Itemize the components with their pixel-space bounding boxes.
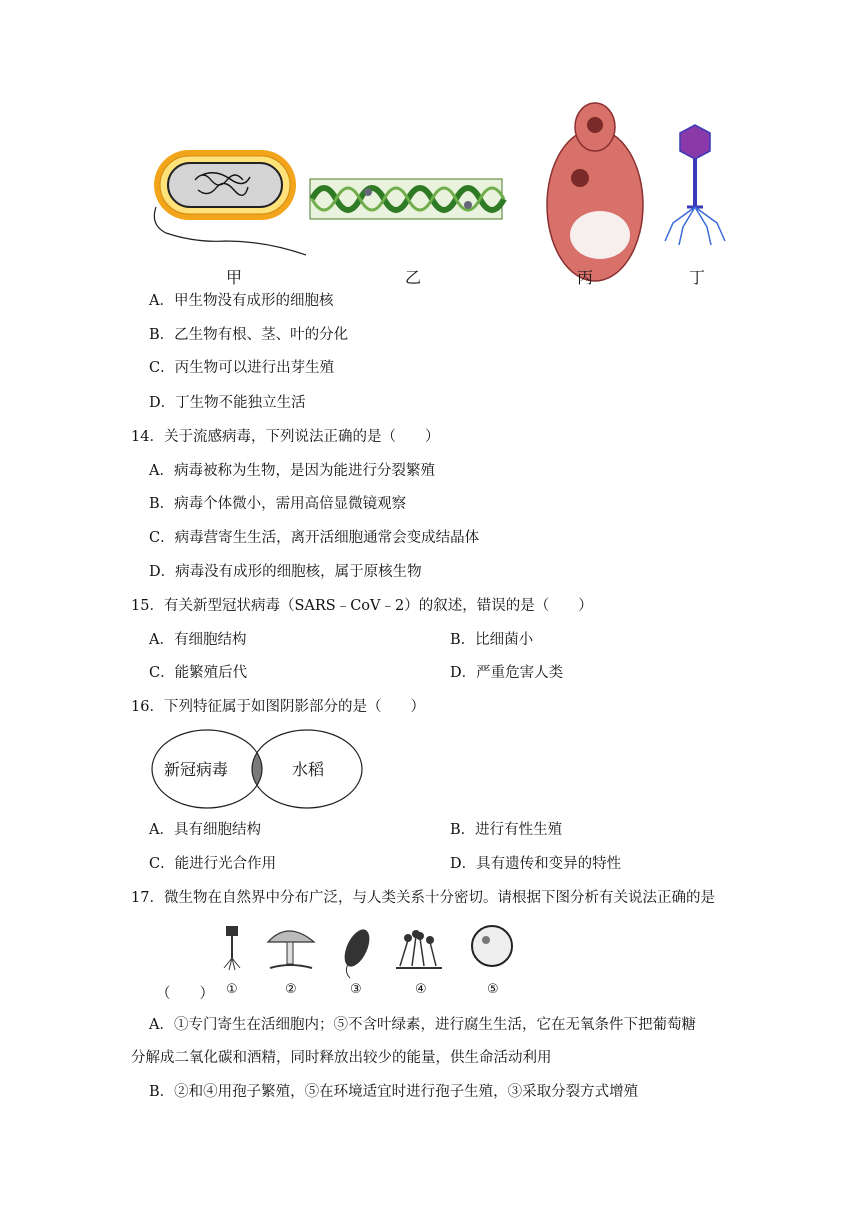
figure-13	[140, 95, 760, 290]
spirogyra-yi-icon	[310, 179, 504, 219]
yeast-bing-icon	[547, 103, 643, 281]
q15-option-d: D．严重危害人类	[450, 665, 564, 681]
q16-option-d: D．具有遗传和变异的特性	[450, 856, 622, 872]
q15-option-c: C．能繁殖后代	[149, 665, 248, 681]
q16-stem: 16．下列特征属于如图阴影部分的是（ ）	[131, 699, 425, 715]
q13-option-a: A．甲生物没有成形的细胞核	[149, 293, 334, 309]
q13-option-c: C．丙生物可以进行出芽生殖	[149, 360, 335, 376]
q14-option-c: C．病毒营寄生生活，离开活细胞通常会变成结晶体	[149, 530, 480, 546]
q17-option-a-line2: 分解成二氧化碳和酒精，同时释放出较少的能量，供生命活动利用	[131, 1050, 552, 1066]
q17-stem: 17．微生物在自然界中分布广泛，与人类关系十分密切。请根据下图分析有关说法正确的是	[131, 890, 715, 906]
yeast-icon	[472, 926, 512, 966]
q14-stem: 14．关于流感病毒，下列说法正确的是（ ）	[131, 429, 440, 445]
q15-stem: 15．有关新型冠状病毒（SARS﹣CoV﹣2）的叙述，错误的是（ ）	[131, 598, 593, 614]
q13-option-b: B．乙生物有根、茎、叶的分化	[149, 327, 349, 343]
microbe-illustrations	[210, 920, 520, 982]
venn-label-rice: 水稻	[292, 760, 325, 779]
q16-option-c: C．能进行光合作用	[149, 856, 277, 872]
venn-label-virus: 新冠病毒	[164, 760, 229, 779]
phage-ding-icon	[665, 125, 725, 245]
q17-answer-paren: （ ）	[156, 986, 214, 1002]
organism-illustrations	[140, 95, 760, 290]
phage-icon	[224, 926, 240, 970]
q14-option-d: D．病毒没有成形的细胞核，属于原核生物	[149, 564, 422, 580]
figure-number-2: ②	[285, 982, 297, 997]
q13-option-d: D．丁生物不能独立生活	[149, 395, 306, 411]
q16-option-a: A．具有细胞结构	[149, 822, 261, 838]
figure-label-bing: 丙	[577, 268, 594, 287]
q17-figure	[210, 920, 520, 982]
q17-option-a-line1: A．①专门寄生在活细胞内；⑤不含叶绿素，进行腐生生活，它在无氧条件下把葡萄糖	[149, 1017, 696, 1033]
figure-number-3: ③	[350, 982, 362, 997]
q15-option-b: B．比细菌小	[450, 632, 534, 648]
mushroom-icon	[268, 931, 314, 968]
figure-number-4: ④	[415, 982, 427, 997]
figure-number-5: ⑤	[487, 982, 499, 997]
q14-option-b: B．病毒个体微小，需用高倍显微镜观察	[149, 496, 407, 512]
figure-label-ding: 丁	[689, 268, 706, 287]
bacterium-jia-icon	[154, 150, 306, 255]
venn-diagram	[150, 728, 365, 810]
q15-option-a: A．有细胞结构	[149, 632, 247, 648]
figure-label-jia: 甲	[226, 268, 243, 287]
q14-option-a: A．病毒被称为生物，是因为能进行分裂繁殖	[149, 463, 435, 479]
q16-option-b: B．进行有性生殖	[450, 822, 563, 838]
bacterium-icon	[339, 926, 374, 978]
figure-number-1: ①	[226, 982, 238, 997]
figure-label-yi: 乙	[405, 268, 422, 287]
mold-icon	[396, 930, 442, 968]
q17-option-b: B．②和④用孢子繁殖，⑤在环境适宜时进行孢子生殖，③采取分裂方式增殖	[149, 1084, 639, 1100]
